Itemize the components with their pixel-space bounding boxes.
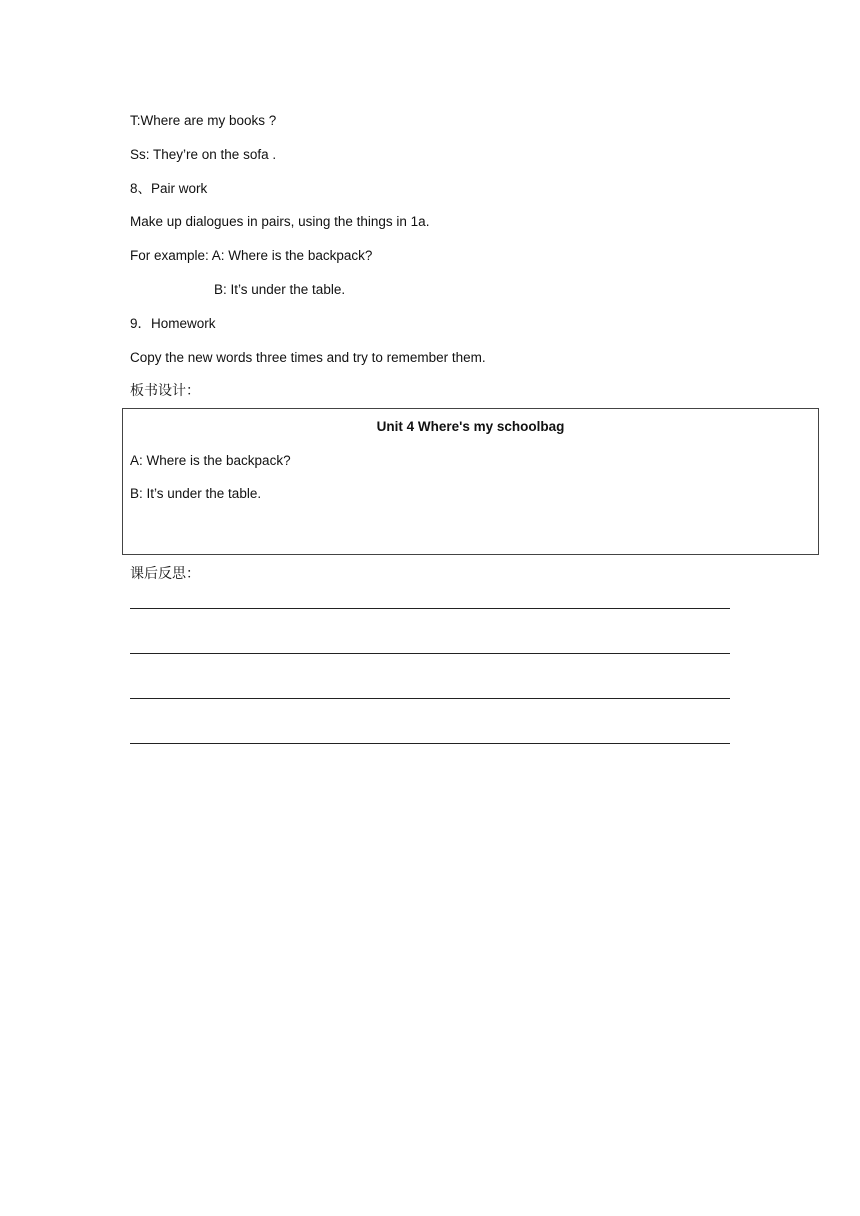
dialogue-teacher-line: T:Where are my books ? bbox=[130, 113, 277, 128]
reflection-heading: 课后反思： bbox=[130, 566, 200, 582]
reflection-writing-line-4 bbox=[130, 743, 730, 744]
board-question-line: A: Where is the backpack? bbox=[130, 453, 291, 468]
board-title: Unit 4 Where's my schoolbag bbox=[376, 419, 565, 434]
board-answer-line: B: It’s under the table. bbox=[130, 486, 262, 501]
section-pair-work-heading: 8、Pair work bbox=[130, 181, 208, 196]
board-design-heading: 板书设计： bbox=[130, 383, 200, 399]
dialogue-students-line: Ss: They’re on the sofa . bbox=[130, 147, 277, 162]
pair-work-instruction: Make up dialogues in pairs, using the things in 1a. bbox=[130, 214, 430, 229]
reflection-writing-line-3 bbox=[130, 698, 730, 699]
board-design-box bbox=[122, 408, 819, 555]
homework-instruction: Copy the new words three times and try to remember them. bbox=[130, 350, 486, 365]
section-homework-heading: 9．Homework bbox=[130, 316, 216, 331]
reflection-writing-line-2 bbox=[130, 653, 730, 654]
example-answer: B: It’s under the table. bbox=[214, 282, 346, 297]
example-question: For example: A: Where is the backpack? bbox=[130, 248, 373, 263]
reflection-writing-line-1 bbox=[130, 608, 730, 609]
